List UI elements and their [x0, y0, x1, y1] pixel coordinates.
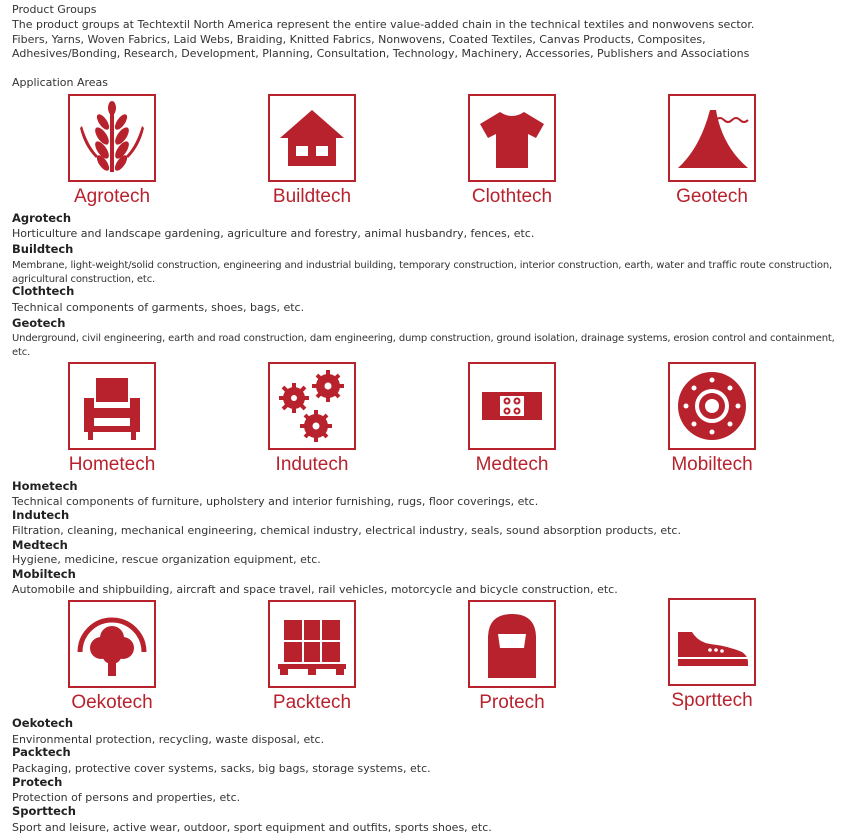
- icon-tile-geotech: [652, 94, 772, 219]
- icon-label: Hometech: [68, 454, 156, 475]
- gears-icon: [270, 364, 354, 448]
- shirt-icon: [470, 96, 554, 180]
- intro-line-2: Fibers, Yarns, Woven Fabrics, Laid Webs, Braiding, Knitted Fabrics, Nonwovens, Coated Textiles, Canvas Products, Composites,: [12, 33, 706, 46]
- entry-desc-hometech: Technical components of furniture, upholstery and interior furnishing, rugs, floor coverings, etc.: [12, 495, 539, 508]
- entry-desc-oekotech: Environmental protection, recycling, waste disposal, etc.: [12, 733, 325, 746]
- icon-label: Buildtech: [272, 186, 352, 207]
- icon-tile-agrotech: [52, 94, 172, 219]
- pallet-icon: [270, 602, 354, 686]
- icon-label: Indutech: [275, 454, 349, 475]
- entry-desc-sporttech: Sport and leisure, active wear, outdoor, sport equipment and outfits, sports shoes, etc.: [12, 821, 492, 834]
- entry-desc-medtech: Hygiene, medicine, rescue organization equipment, etc.: [12, 553, 321, 566]
- icon-tile-protech: [452, 600, 572, 725]
- tree-icon: [70, 602, 154, 686]
- entry-title-buildtech: Buildtech: [12, 242, 74, 256]
- entry-title-hometech: Hometech: [12, 479, 78, 493]
- entry-title-geotech: Geotech: [12, 316, 66, 330]
- bandage-icon: [470, 364, 554, 448]
- icon-tile-packtech: [252, 600, 372, 725]
- entry-title-clothtech: Clothtech: [12, 284, 75, 298]
- house-icon: [270, 96, 354, 180]
- entry-desc-clothtech: Technical components of garments, shoes, bags, etc.: [12, 301, 305, 314]
- entry-desc-packtech: Packaging, protective cover systems, sacks, big bags, storage systems, etc.: [12, 762, 431, 775]
- icon-label: Medtech: [475, 454, 549, 475]
- entry-desc-mobiltech: Automobile and shipbuilding, aircraft and space travel, rail vehicles, motorcycle and bicycle construction, etc.: [12, 583, 618, 596]
- entry-desc-agrotech: Horticulture and landscape gardening, agriculture and forestry, animal husbandry, fences, etc.: [12, 227, 535, 240]
- entry-title-mobiltech: Mobiltech: [12, 567, 76, 581]
- icon-tile-buildtech: [252, 94, 372, 219]
- entry-title-agrotech: Agrotech: [12, 211, 72, 225]
- intro-line-3: Adhesives/Bonding, Research, Development, Planning, Consultation, Technology, Machinery, Accessories, Publishers and Associations: [12, 47, 750, 60]
- entry-desc-buildtech: Membrane, light-weight/solid construction, engineering and industrial building, temporary construction, interior construction, earth, water and traffic route construction,: [12, 260, 833, 271]
- icon-label: Packtech: [272, 692, 352, 713]
- icon-tile-clothtech: [452, 94, 572, 219]
- icon-tile-mobiltech: [652, 362, 772, 487]
- entry-desc-buildtech-cont: agricultural construction, etc.: [12, 274, 156, 285]
- icon-label: Clothtech: [471, 186, 553, 207]
- entry-title-packtech: Packtech: [12, 745, 71, 759]
- icon-label: Sporttech: [671, 690, 753, 711]
- wheat-icon: [70, 96, 154, 180]
- armchair-icon: [70, 364, 154, 448]
- product-groups-heading: Product Groups: [12, 3, 97, 16]
- icon-label: Mobiltech: [671, 454, 753, 475]
- terrain-icon: [670, 96, 754, 180]
- application-areas-heading: Application Areas: [12, 76, 109, 89]
- icon-tile-hometech: [52, 362, 172, 487]
- icon-tile-sporttech: [652, 598, 772, 723]
- icon-label: Geotech: [676, 186, 748, 207]
- entry-desc-protech: Protection of persons and properties, etc.: [12, 791, 241, 804]
- entry-title-protech: Protech: [12, 775, 63, 789]
- entry-title-sporttech: Sporttech: [12, 804, 76, 818]
- hood-icon: [470, 602, 554, 686]
- icon-tile-indutech: [252, 362, 372, 487]
- entry-title-oekotech: Oekotech: [12, 716, 74, 730]
- entry-title-medtech: Medtech: [12, 538, 68, 552]
- icon-label: Oekotech: [71, 692, 153, 713]
- icon-label: Protech: [479, 692, 545, 713]
- entry-desc-geotech-cont: etc.: [12, 347, 31, 358]
- intro-line-1: The product groups at Techtextil North America represent the entire value-added chain in the technical textiles and nonwovens sector.: [12, 18, 755, 31]
- entry-desc-geotech: Underground, civil engineering, earth and road construction, dam engineering, dump construction, ground isolation, drainage systems, erosion control and containment,: [12, 333, 835, 344]
- icon-tile-medtech: [452, 362, 572, 487]
- icon-tile-oekotech: [52, 600, 172, 725]
- entry-title-indutech: Indutech: [12, 508, 70, 522]
- wheel-icon: [670, 364, 754, 448]
- entry-desc-indutech: Filtration, cleaning, mechanical engineering, chemical industry, electrical industry, seals, sound absorption products, etc.: [12, 524, 681, 537]
- sneaker-icon: [670, 600, 754, 684]
- icon-label: Agrotech: [73, 186, 151, 207]
